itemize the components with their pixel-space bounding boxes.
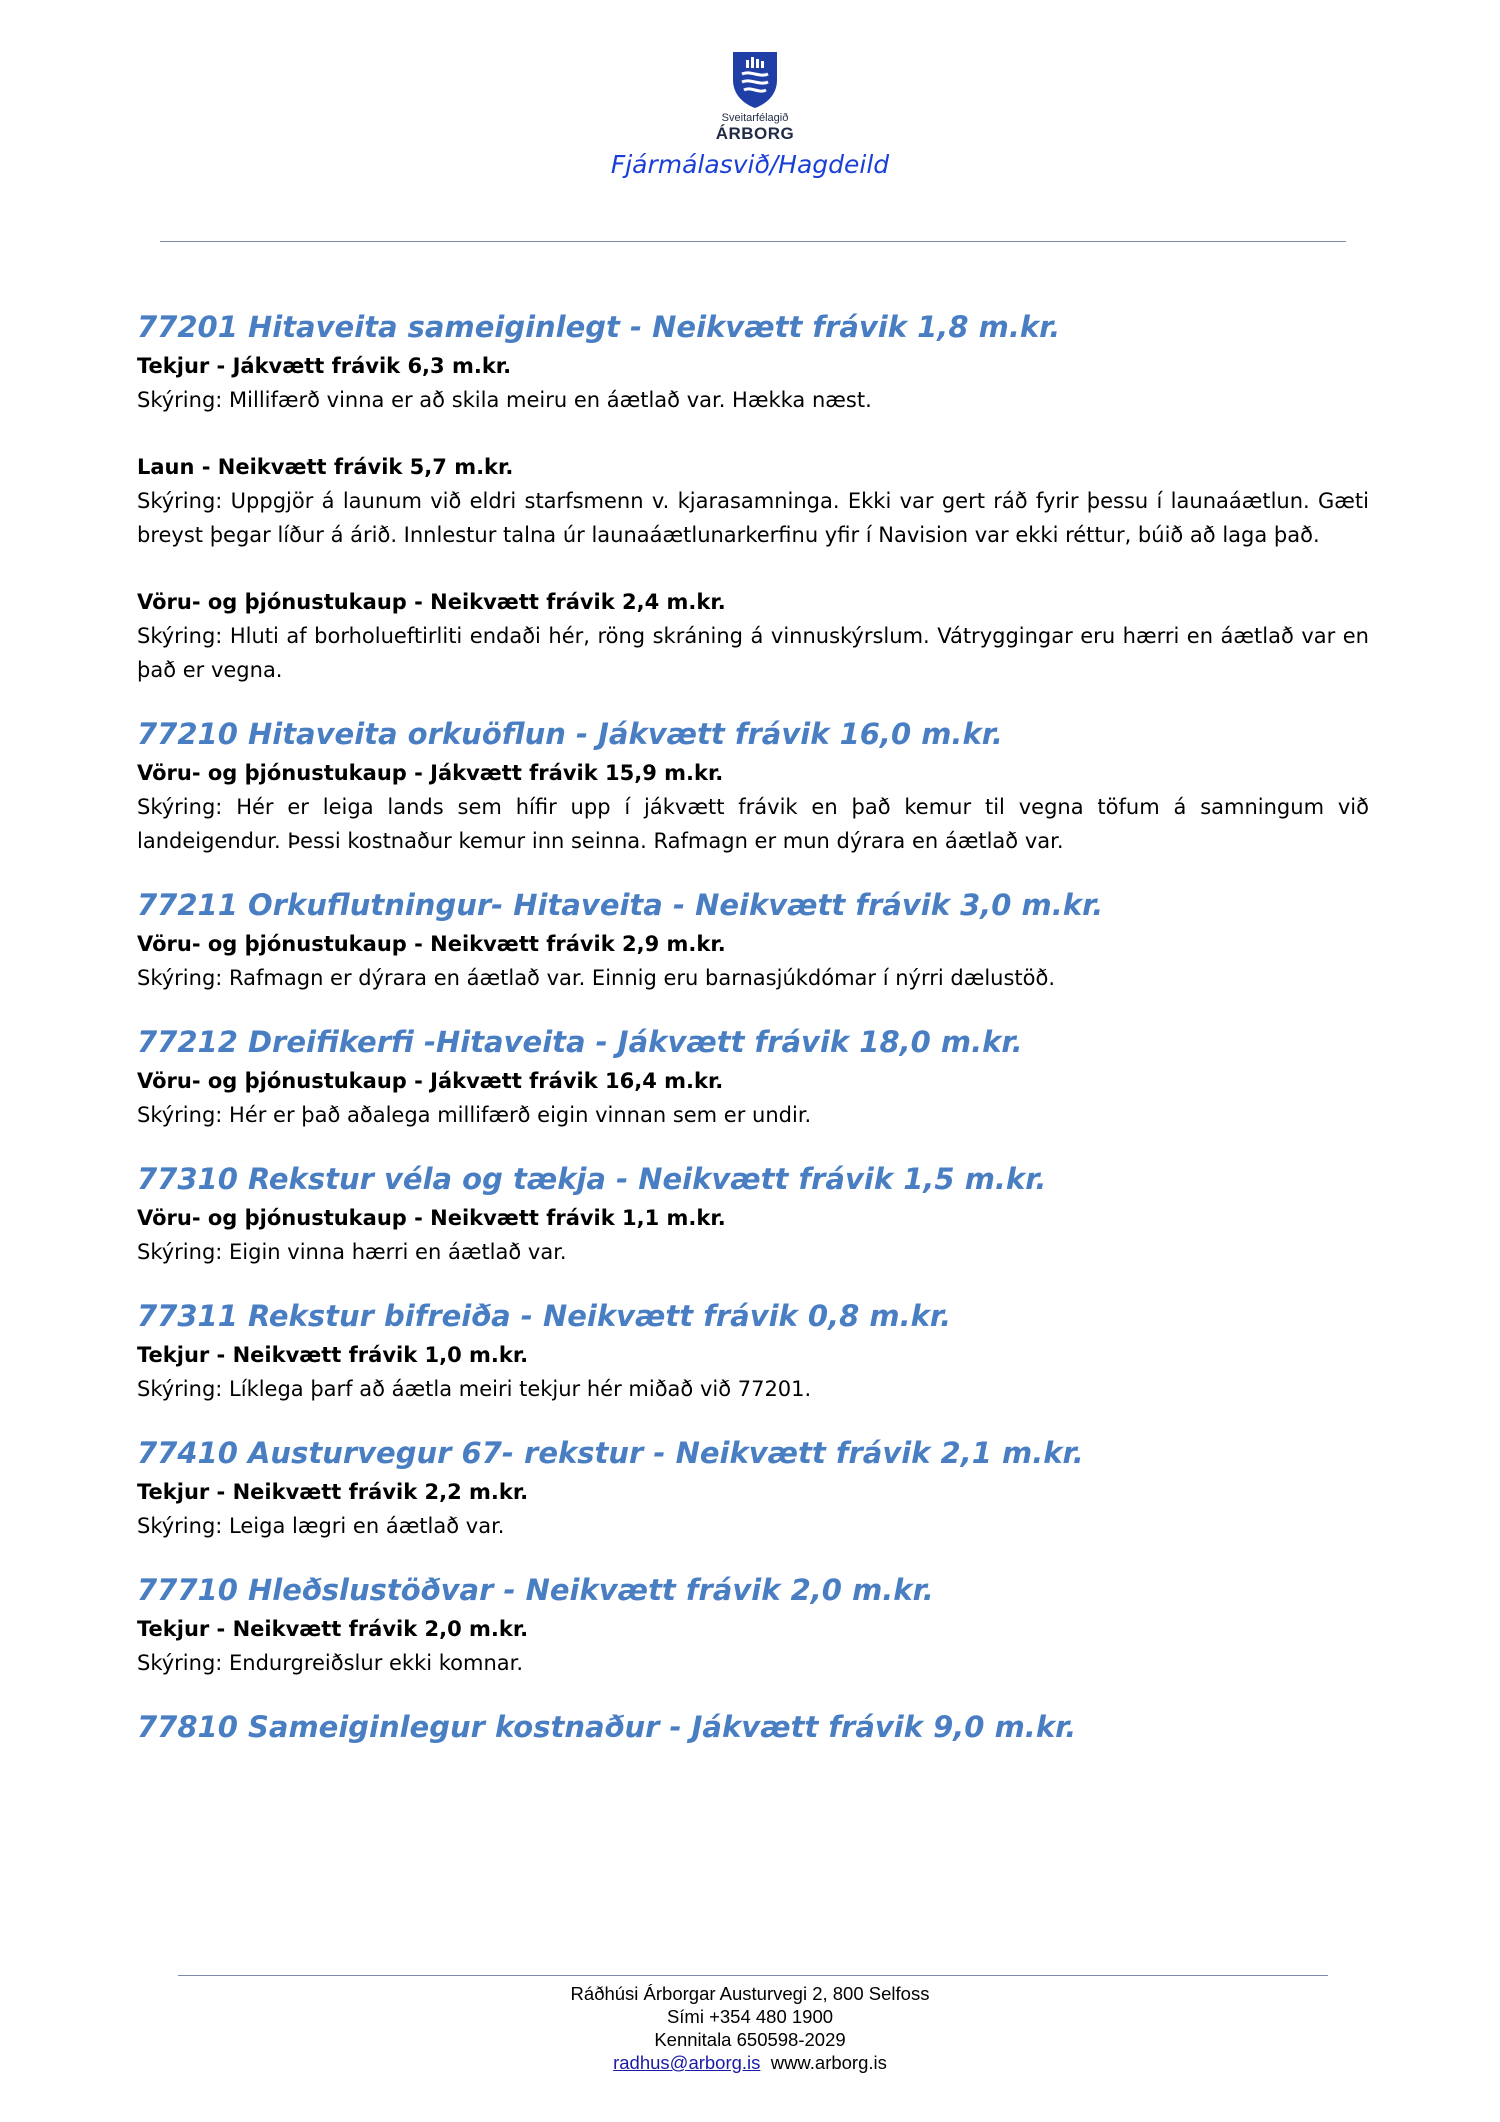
section — [137, 1020, 1369, 1132]
line-item-heading: Vöru- og þjónustukaup - Jákvætt frávik 15,9 m.kr. — [137, 761, 724, 785]
line-item-heading: Laun - Neikvætt frávik 5,7 m.kr. — [137, 455, 514, 479]
section-title: 77710 Hleðslustöðvar - Neikvætt frávik 2,0 m.kr. — [137, 1573, 934, 1607]
section — [137, 305, 1369, 687]
line-item-explanation: Skýring: Hér er það aðalega millifærð eigin vinnan sem er undir. — [137, 1103, 812, 1127]
section-title: 77310 Rekstur véla og tækja - Neikvætt frávik 1,5 m.kr. — [137, 1162, 1047, 1196]
section-title: 77201 Hitaveita sameiginlegt - Neikvætt frávik 1,8 m.kr. — [137, 310, 1061, 344]
line-item-heading: Tekjur - Neikvætt frávik 2,2 m.kr. — [137, 1480, 529, 1504]
section — [137, 1431, 1369, 1543]
line-item-heading: Vöru- og þjónustukaup - Neikvætt frávik 1,1 m.kr. — [137, 1206, 726, 1230]
section-title: 77311 Rekstur bifreiða - Neikvætt frávik 0,8 m.kr. — [137, 1299, 952, 1333]
line-item-heading: Tekjur - Neikvætt frávik 1,0 m.kr. — [137, 1343, 529, 1367]
line-item — [137, 1064, 1369, 1132]
line-item-explanation: Skýring: Rafmagn er dýrara en áætlað var. Einnig eru barnasjúkdómar í nýrri dælustöð. — [137, 966, 1056, 990]
arborg-logo-icon — [730, 50, 780, 110]
logo-subtitle: Sveitarfélagið — [721, 112, 789, 124]
section — [137, 1157, 1369, 1269]
department-title: Fjármálasvið/Hagdeild — [610, 150, 890, 179]
line-item — [137, 450, 1369, 552]
document-body — [137, 305, 1369, 1749]
footer-contact — [400, 2051, 1100, 2074]
footer-divider — [178, 1975, 1328, 1976]
line-item-explanation: Skýring: Endurgreiðslur ekki komnar. — [137, 1651, 524, 1675]
line-item-heading: Vöru- og þjónustukaup - Neikvætt frávik 2,9 m.kr. — [137, 932, 726, 956]
header-divider — [160, 241, 1346, 242]
section — [137, 1705, 1369, 1749]
line-item-explanation: Skýring: Líklega þarf að áætla meiri tekjur hér miðað við 77201. — [137, 1377, 812, 1401]
section — [137, 1568, 1369, 1680]
line-item-explanation: Skýring: Eigin vinna hærri en áætlað var. — [137, 1240, 567, 1264]
line-item-heading: Tekjur - Neikvætt frávik 2,0 m.kr. — [137, 1617, 529, 1641]
section-title: 77810 Sameiginlegur kostnaður - Jákvætt frávik 9,0 m.kr. — [137, 1710, 1077, 1744]
page-footer — [400, 1982, 1100, 2074]
section-title: 77212 Dreifikerfi -Hitaveita - Jákvætt frávik 18,0 m.kr. — [137, 1025, 1023, 1059]
email-link[interactable]: radhus@arborg.is — [613, 2052, 761, 2073]
footer-phone: Sími +354 480 1900 — [666, 2006, 834, 2027]
website-text: www.arborg.is — [770, 2052, 887, 2073]
section-title: 77410 Austurvegur 67- rekstur - Neikvætt frávik 2,1 m.kr. — [137, 1436, 1084, 1470]
line-item — [137, 756, 1369, 858]
line-item-explanation: Skýring: Uppgjör á launum við eldri starfsmenn v. kjarasamninga. Ekki var gert ráð fyrir þessu í launaáætlun. Gæti breyst þegar líður á árið. Innlestur talna úr launaáætlunarkerfinu yfir í Navision var ekki réttur, búið að laga það. — [137, 489, 1369, 547]
line-item-explanation: Skýring: Hér er leiga lands sem hífir upp í jákvætt frávik en það kemur til vegna töfum á samningum við landeigendur. Þessi kostnaður kemur inn seinna. Rafmagn er mun dýrara en áætlað var. — [137, 795, 1369, 853]
line-item — [137, 1201, 1369, 1269]
line-item-heading: Vöru- og þjónustukaup - Neikvætt frávik 2,4 m.kr. — [137, 590, 726, 614]
line-item — [137, 349, 1369, 417]
line-item — [137, 1475, 1369, 1543]
line-item — [137, 585, 1369, 687]
section — [137, 883, 1369, 995]
line-item — [137, 1612, 1369, 1680]
line-item-heading: Vöru- og þjónustukaup - Jákvætt frávik 16,4 m.kr. — [137, 1069, 724, 1093]
footer-address: Ráðhúsi Árborgar Austurvegi 2, 800 Selfoss — [570, 1983, 930, 2004]
section-title: 77210 Hitaveita orkuöflun - Jákvætt frávik 16,0 m.kr. — [137, 717, 1003, 751]
logo-title: ÁRBORG — [715, 124, 795, 143]
line-item — [137, 927, 1369, 995]
line-item — [137, 1338, 1369, 1406]
line-item-explanation: Skýring: Millifærð vinna er að skila meiru en áætlað var. Hækka næst. — [137, 388, 872, 412]
section — [137, 712, 1369, 858]
line-item-explanation: Skýring: Hluti af borholueftirliti endaði hér, röng skráning á vinnuskýrslum. Vátryggingar eru hærri en áætlað var en það er vegna. — [137, 624, 1369, 682]
section — [137, 1294, 1369, 1406]
line-item-heading: Tekjur - Jákvætt frávik 6,3 m.kr. — [137, 354, 512, 378]
line-item-explanation: Skýring: Leiga lægri en áætlað var. — [137, 1514, 505, 1538]
section-title: 77211 Orkuflutningur- Hitaveita - Neikvætt frávik 3,0 m.kr. — [137, 888, 1104, 922]
footer-kennitala: Kennitala 650598-2029 — [654, 2029, 846, 2050]
